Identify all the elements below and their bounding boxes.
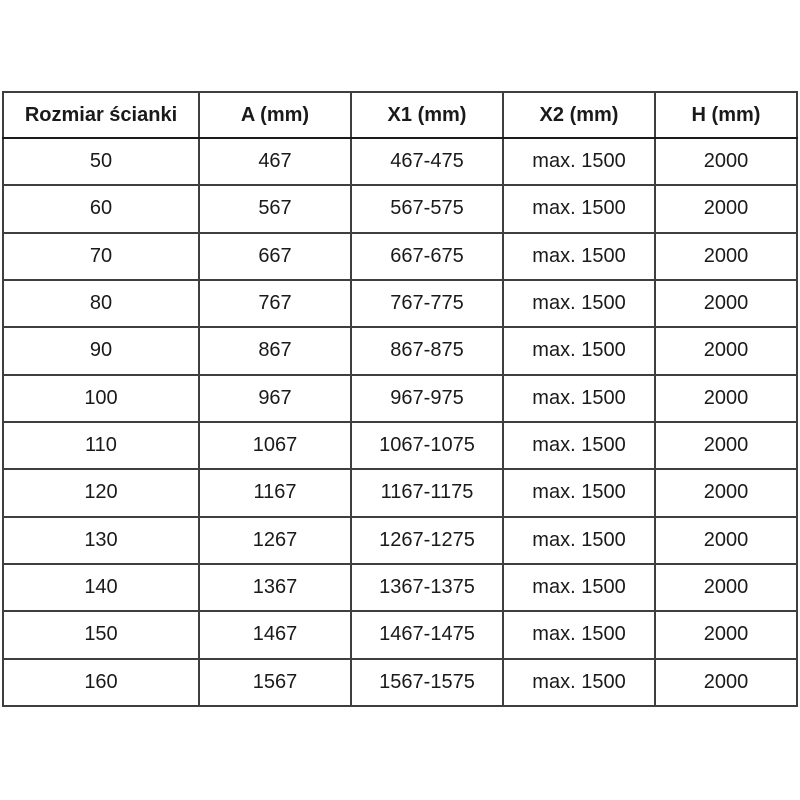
value-cell: 1167 bbox=[199, 469, 351, 516]
value-cell: max. 1500 bbox=[503, 185, 655, 232]
size-cell: 130 bbox=[3, 517, 199, 564]
table-row bbox=[3, 659, 797, 706]
value-cell: 1267 bbox=[199, 517, 351, 564]
table-body bbox=[3, 138, 797, 706]
table-header bbox=[3, 92, 797, 138]
table-row bbox=[3, 280, 797, 327]
value-cell: 767-775 bbox=[351, 280, 503, 327]
value-cell: max. 1500 bbox=[503, 659, 655, 706]
size-cell: 120 bbox=[3, 469, 199, 516]
value-cell: 2000 bbox=[655, 469, 797, 516]
value-cell: 767 bbox=[199, 280, 351, 327]
value-cell: 1067 bbox=[199, 422, 351, 469]
size-cell: 150 bbox=[3, 611, 199, 658]
size-cell: 100 bbox=[3, 375, 199, 422]
value-cell: 2000 bbox=[655, 233, 797, 280]
value-cell: max. 1500 bbox=[503, 327, 655, 374]
value-cell: 2000 bbox=[655, 611, 797, 658]
value-cell: 1367-1375 bbox=[351, 564, 503, 611]
table-row bbox=[3, 233, 797, 280]
size-cell: 160 bbox=[3, 659, 199, 706]
value-cell: max. 1500 bbox=[503, 138, 655, 185]
value-cell: 1467 bbox=[199, 611, 351, 658]
value-cell: 867 bbox=[199, 327, 351, 374]
value-cell: 1467-1475 bbox=[351, 611, 503, 658]
size-spec-table bbox=[2, 91, 798, 707]
table-row bbox=[3, 469, 797, 516]
value-cell: 667 bbox=[199, 233, 351, 280]
value-cell: 467 bbox=[199, 138, 351, 185]
value-cell: 967 bbox=[199, 375, 351, 422]
table-header-row bbox=[3, 92, 797, 138]
table-row bbox=[3, 422, 797, 469]
value-cell: 1567-1575 bbox=[351, 659, 503, 706]
value-cell: max. 1500 bbox=[503, 280, 655, 327]
value-cell: 1567 bbox=[199, 659, 351, 706]
value-cell: 867-875 bbox=[351, 327, 503, 374]
value-cell: 467-475 bbox=[351, 138, 503, 185]
value-cell: 2000 bbox=[655, 375, 797, 422]
value-cell: max. 1500 bbox=[503, 517, 655, 564]
table-row bbox=[3, 564, 797, 611]
value-cell: max. 1500 bbox=[503, 469, 655, 516]
value-cell: max. 1500 bbox=[503, 375, 655, 422]
table-row bbox=[3, 611, 797, 658]
value-cell: 567 bbox=[199, 185, 351, 232]
value-cell: 2000 bbox=[655, 185, 797, 232]
value-cell: 667-675 bbox=[351, 233, 503, 280]
table-row bbox=[3, 138, 797, 185]
value-cell: max. 1500 bbox=[503, 564, 655, 611]
value-cell: max. 1500 bbox=[503, 611, 655, 658]
size-cell: 80 bbox=[3, 280, 199, 327]
value-cell: 2000 bbox=[655, 327, 797, 374]
table-row bbox=[3, 517, 797, 564]
size-cell: 90 bbox=[3, 327, 199, 374]
size-cell: 140 bbox=[3, 564, 199, 611]
column-header: Rozmiar ścianki bbox=[3, 92, 199, 138]
value-cell: 967-975 bbox=[351, 375, 503, 422]
value-cell: 2000 bbox=[655, 138, 797, 185]
size-cell: 50 bbox=[3, 138, 199, 185]
value-cell: 2000 bbox=[655, 564, 797, 611]
value-cell: 1367 bbox=[199, 564, 351, 611]
value-cell: 2000 bbox=[655, 280, 797, 327]
column-header: X2 (mm) bbox=[503, 92, 655, 138]
size-cell: 60 bbox=[3, 185, 199, 232]
column-header: X1 (mm) bbox=[351, 92, 503, 138]
column-header: A (mm) bbox=[199, 92, 351, 138]
table-row bbox=[3, 327, 797, 374]
value-cell: 1067-1075 bbox=[351, 422, 503, 469]
value-cell: max. 1500 bbox=[503, 233, 655, 280]
column-header: H (mm) bbox=[655, 92, 797, 138]
value-cell: 2000 bbox=[655, 517, 797, 564]
size-cell: 110 bbox=[3, 422, 199, 469]
table-row bbox=[3, 375, 797, 422]
value-cell: max. 1500 bbox=[503, 422, 655, 469]
value-cell: 567-575 bbox=[351, 185, 503, 232]
size-cell: 70 bbox=[3, 233, 199, 280]
value-cell: 1167-1175 bbox=[351, 469, 503, 516]
value-cell: 2000 bbox=[655, 422, 797, 469]
value-cell: 1267-1275 bbox=[351, 517, 503, 564]
table-row bbox=[3, 185, 797, 232]
value-cell: 2000 bbox=[655, 659, 797, 706]
